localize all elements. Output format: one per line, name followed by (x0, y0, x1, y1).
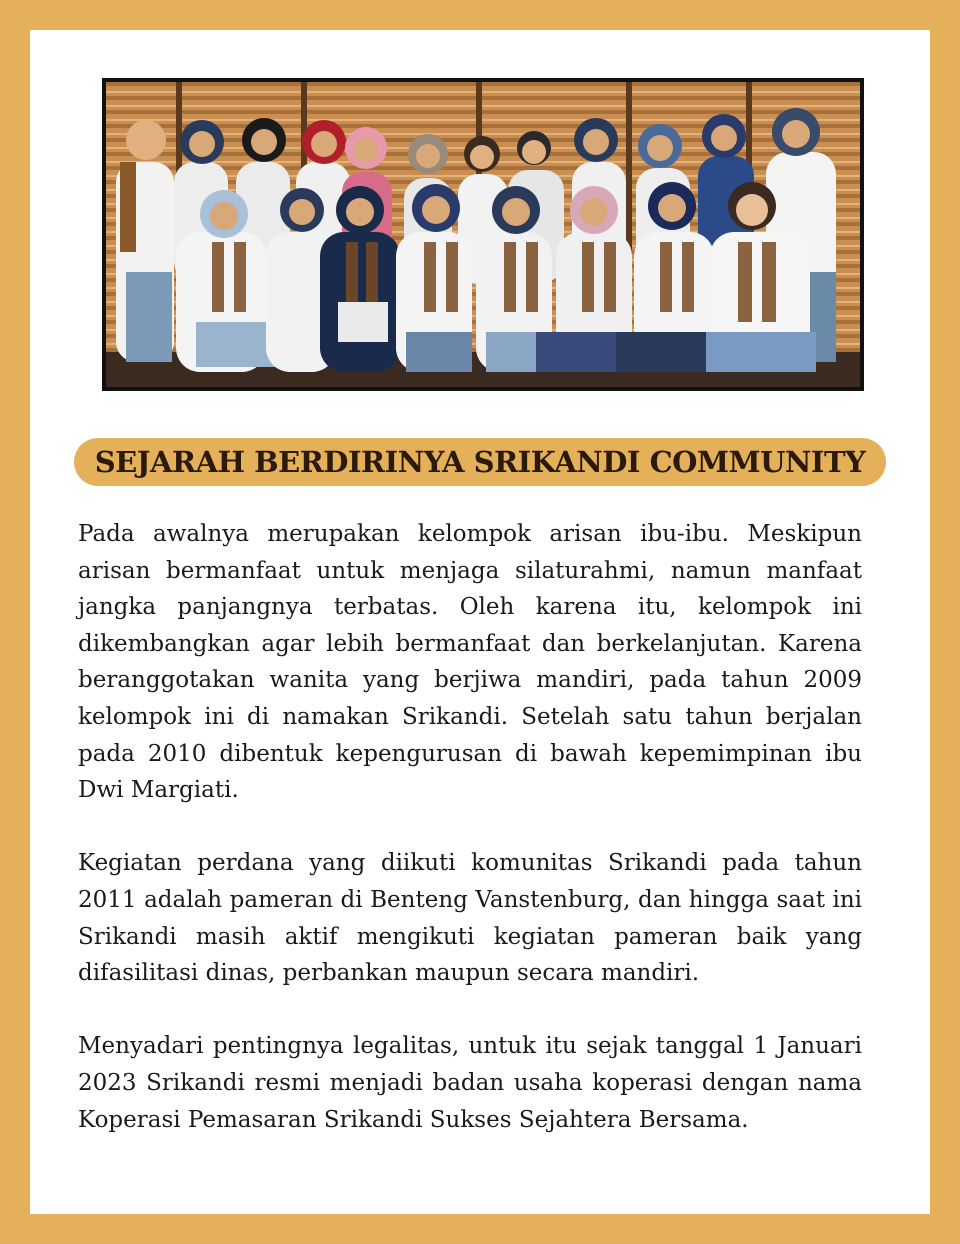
page-title: SEJARAH BERDIRINYA SRIKANDI COMMUNITY (94, 445, 866, 479)
title-banner (74, 438, 886, 486)
paragraph-legality: Menyadari pentingnya legalitas, untuk itu sejak tanggal 1 Januari 2023 Srikandi resmi menjadi badan usaha koperasi dengan nama Koperasi Pemasaran Srikandi Sukses Sejahtera Bersama. (78, 1033, 862, 1133)
group-photo-icon (106, 82, 860, 387)
body-text (78, 516, 862, 1175)
paragraph-history: Pada awalnya merupakan kelompok arisan ibu-ibu. Meskipun arisan bermanfaat untuk menjaga silaturahmi, namun manfaat jangka panjangnya terbatas. Oleh karena itu, kelompok ini dikembangkan agar lebih bermanfaat dan berkelanjutan. Karena beranggotakan wanita yang berjiwa mandiri, pada tahun 2009 kelompok ini di namakan Srikandi. Setelah satu tahun berjalan pada 2010 dibentuk kepengurusan di bawah kepemimpinan ibu Dwi Margiati. (78, 521, 862, 804)
group-photo (102, 78, 864, 391)
paragraph-activities: Kegiatan perdana yang diikuti komunitas Srikandi pada tahun 2011 adalah pameran di Benteng Vanstenburg, dan hingga saat ini Srikandi masih aktif mengikuti kegiatan pameran baik yang difasilitasi dinas, perbankan maupun secara mandiri. (78, 850, 862, 987)
page-card (30, 30, 930, 1214)
